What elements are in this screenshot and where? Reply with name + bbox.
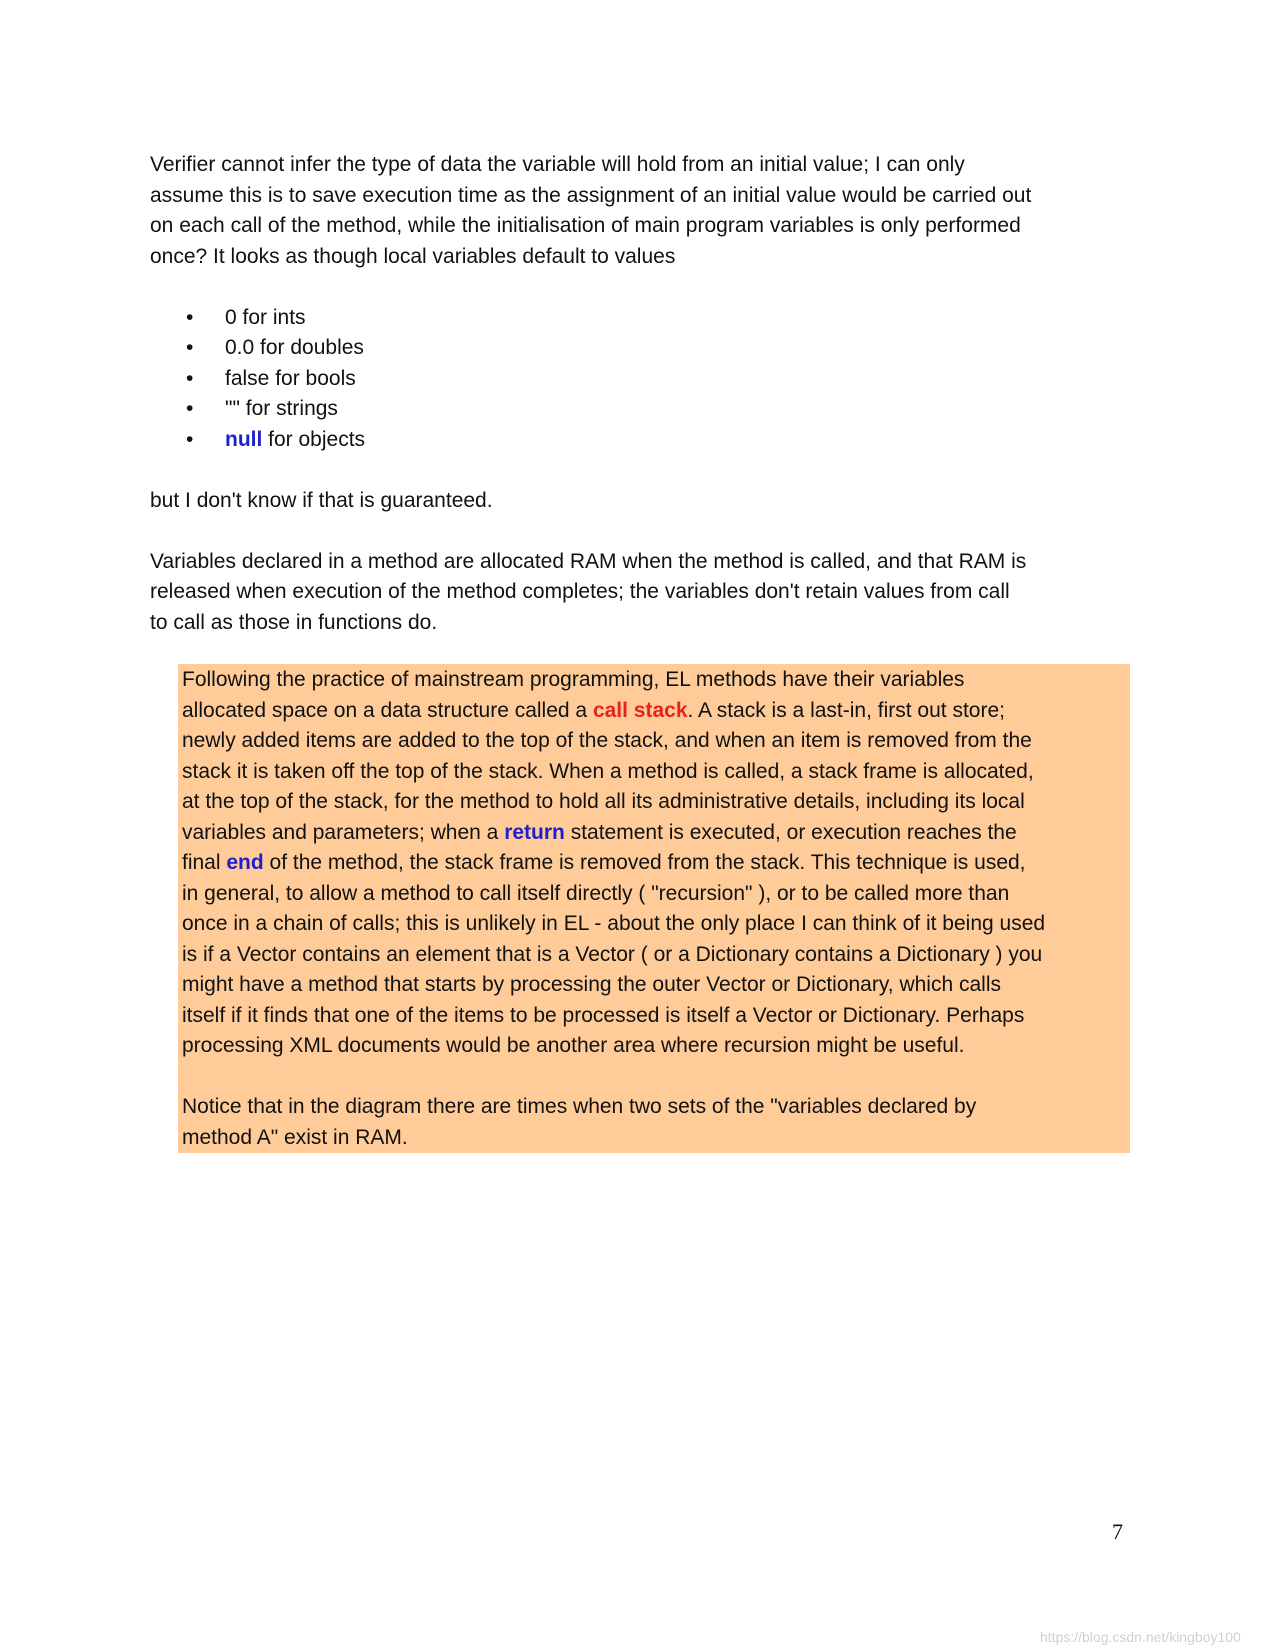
keyword-end: end [226,851,264,874]
keyword-null: null [225,427,263,451]
list-item: • null for objects [150,425,1130,456]
page-content [150,150,1130,638]
list-item: • 0.0 for doubles [150,333,1130,364]
paragraph-spacer [150,455,1130,486]
list-item: • false for bools [150,364,1130,395]
default-values-list [150,303,1130,456]
bullet-icon: • [186,366,194,390]
call-stack-paragraph: Following the practice of mainstream programming, EL methods have their variables allocated space on a data structure called a call stack. A stack is a last-in, first out store; newly added items are added to the top of the stack, and when an item is removed from the stack it is taken off the top of the stack. When a method is called, a stack frame is allocated, at the top of the stack, for the method to hold all its administrative details, including its local variables and parameters; when a return statement is executed, or execution reaches the final end of the method, the stack frame is removed from the stack. This technique is used, in general, to allow a method to call itself directly ( "recursion" ), or to be called more than once in a chain of calls; this is unlikely in EL - about the only place I can think of it being used is if a Vector contains an element that is a Vector ( or a Dictionary contains a Dictionary ) you might have a method that starts by processing the outer Vector or Dictionary, which calls itself if it finds that one of the items to be processed is itself a Vector or Dictionary. Perhaps processing XML documents would be another area where recursion might be useful. [182,668,1046,1057]
page-number: 7 [1112,1519,1123,1544]
call-stack-note-box [178,664,1130,1153]
paragraph-spacer [182,1062,1126,1093]
paragraph-spacer [150,272,1130,303]
list-item: • "" for strings [150,394,1130,425]
bullet-icon: • [186,397,194,420]
diagram-note-paragraph: Notice that in the diagram there are times when two sets of the "variables declared by method A" exist in RAM. [182,1095,977,1149]
keyword-call-stack: call stack [592,698,688,722]
intro-paragraph: Verifier cannot infer the type of data the variable will hold from an initial value; I can only assume this is to save execution time as the assignment of an initial value would be carried out on each call of the method, while the initialisation of main program variables is only performed once? It looks as though local variables default to values [150,153,1032,268]
paragraph-spacer [150,516,1130,547]
ram-paragraph: Variables declared in a method are allocated RAM when the method is called, and that RAM is released when execution of the method completes; the variables don't retain values from call to call as those in functions do. [150,549,1027,634]
guarantee-paragraph: but I don't know if that is guaranteed. [150,488,493,512]
bullet-icon: • [186,305,194,329]
bullet-icon: • [186,336,194,359]
watermark-text: https://blog.csdn.net/kingboy100 [1040,1629,1241,1645]
list-item: • 0 for ints [150,303,1130,334]
bullet-icon: • [186,427,194,451]
keyword-return: return [504,820,565,844]
